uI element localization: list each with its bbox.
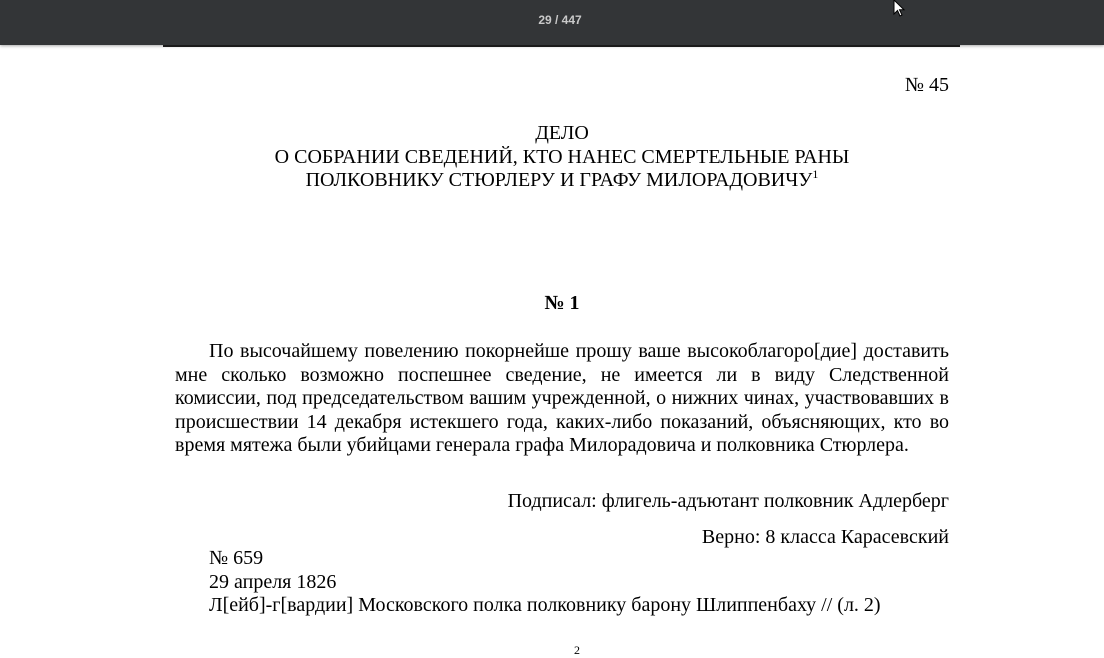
addressee: Л[ейб]-г[вардии] Московского полка полковнику барону Шлиппенбаху // (л. 2) bbox=[209, 594, 881, 616]
section-number: № 1 bbox=[544, 292, 580, 314]
body-paragraph: По высочайшему повелению покорнейше прошу ваше высокоблагоро[дие] доставить мне сколько возможно поспешнее сведение, не имеется ли в виду Следственной комиссии, под председательством вашим учрежденной, о нижних чинах, участвовавших в происшествии 14 декабря истекшего года, каких-либо показаний, объясняющих, кто во время мятежа были убийцами генерала графа Милорадовича и полковника Стюрлера. bbox=[175, 340, 949, 456]
document-meta bbox=[209, 547, 881, 618]
viewer-toolbar bbox=[0, 0, 1104, 45]
verified-line: Верно: 8 класса Карасевский bbox=[701, 526, 949, 548]
page-indicator: 29 / 447 bbox=[538, 13, 582, 27]
document-number: № 45 bbox=[904, 74, 949, 96]
title-line: ДЕЛО bbox=[535, 122, 589, 144]
signature-line: Подписал: флигель-адъютант полковник Адлерберг bbox=[507, 490, 949, 512]
title-line: О СОБРАНИИ СВЕДЕНИЙ, КТО НАНЕС СМЕРТЕЛЬНЫЕ РАНЫ bbox=[274, 145, 850, 168]
footnote-marker[interactable]: 1 bbox=[812, 167, 819, 181]
page-top-rule bbox=[163, 45, 960, 47]
document-date: 29 апреля 1826 bbox=[209, 570, 337, 593]
page-number-mark: 2 bbox=[574, 643, 580, 657]
registry-number: № 659 bbox=[209, 547, 264, 569]
mouse-pointer-icon bbox=[893, 0, 907, 18]
title-line bbox=[175, 169, 949, 193]
document-title bbox=[175, 122, 949, 193]
title-line-text: ПОЛКОВНИКУ СТЮРЛЕРУ И ГРАФУ МИЛОРАДОВИЧУ bbox=[305, 169, 813, 191]
